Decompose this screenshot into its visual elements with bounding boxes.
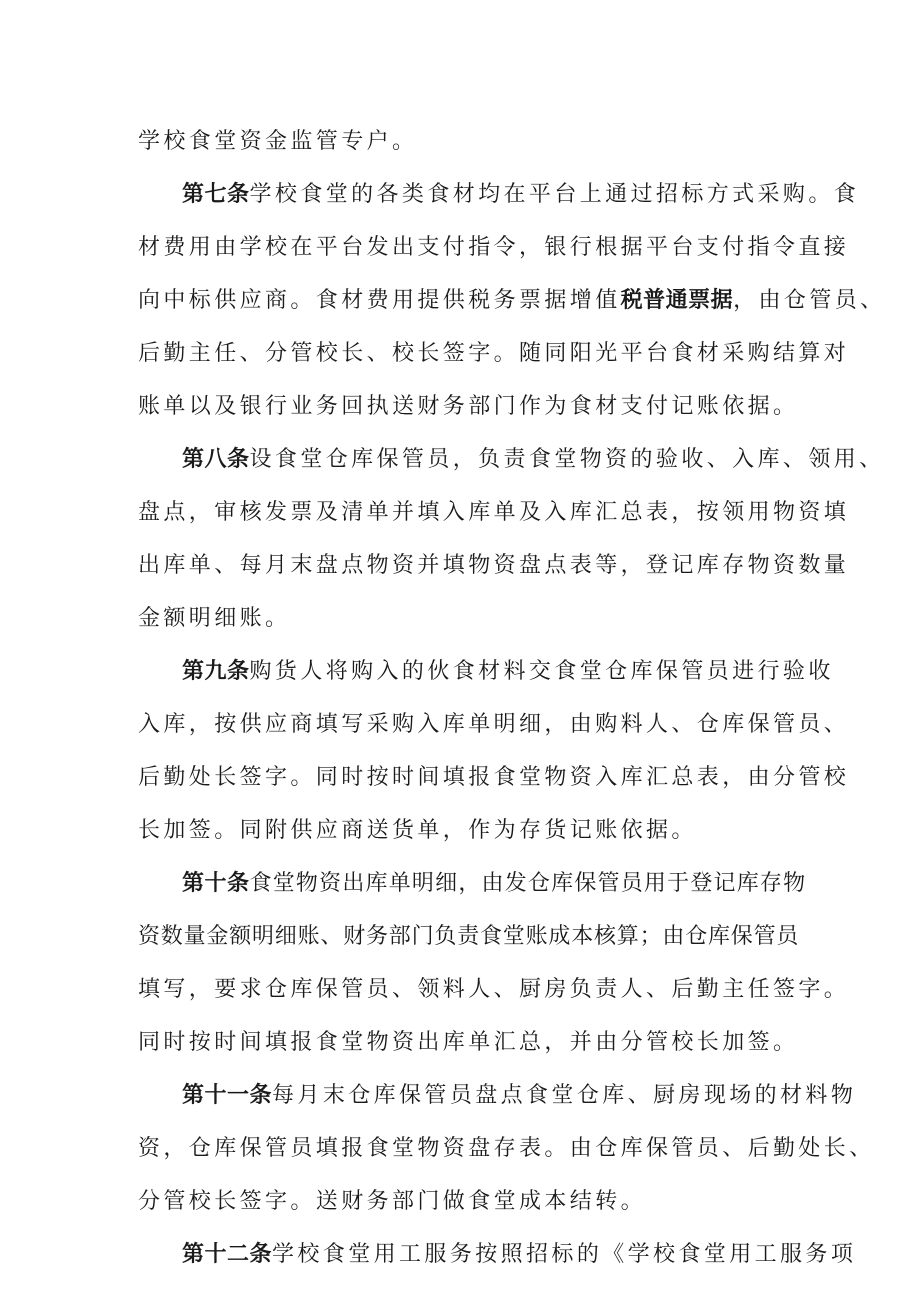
line-text: 同时按时间填报食堂物资出库单汇总，并由分管校长加签。 [138,1030,799,1055]
article-11-heading-line [182,1082,856,1110]
line-text: 向中标供应商。食材费用提供税务票据增值 [138,288,621,313]
article-heading: 第十条 [182,871,250,896]
paragraph-line [138,976,849,1004]
line-text: 购货人将购入的伙食材料交食堂仓库保管员进行验收 [249,659,834,684]
paragraph-line [138,552,849,580]
paragraph-line [138,1188,646,1216]
paragraph-line [138,817,697,845]
article-7-heading-line [182,181,859,209]
line-text: 账单以及银行业务回执送财务部门作为食材支付记账依据。 [138,394,799,419]
line-text: 长加签。同附供应商送货单，作为存货记账依据。 [138,818,697,843]
line-text: 后勤主任、分管校长、校长签字。随同阳光平台食材采购结算对 [138,341,850,366]
line-text: 盘点，审核发票及清单并填入库单及入库汇总表，按领用物资填 [138,500,850,525]
line-text: 资，仓库保管员填报食堂物资盘存表。由仓库保管员、后勤处长、 [138,1136,875,1161]
paragraph-line [138,234,849,262]
article-8-heading-line [182,446,885,474]
line-text: 入库，按供应商填写采购入库单明细，由购料人、仓库保管员、 [138,712,850,737]
line-text: 金额明细账。 [138,606,291,631]
paragraph-line [138,499,849,527]
paragraph-line [138,340,849,368]
bold-inline-text: 税普通票据 [620,288,734,313]
line-text: ，由仓管员、 [733,288,886,313]
line-text: 出库单、每月末盘点物资并填物资盘点表等，登记库存物资数量 [138,553,850,578]
article-heading: 第十二条 [182,1242,273,1267]
paragraph-line [138,287,886,315]
paragraph-line [138,393,798,421]
line-text: 后勤处长签字。同时按时间填报食堂物资入库汇总表，由分管校 [138,765,850,790]
line-text: 学校食堂资金监管专户。 [138,129,418,154]
paragraph-line [138,923,799,951]
article-12-heading-line [182,1241,856,1269]
article-heading: 第十一条 [182,1083,273,1108]
paragraph-line [138,764,849,792]
line-text: 食堂物资出库单明细，由发仓库保管员用于登记库存物 [249,871,807,896]
paragraph-line [138,128,417,156]
line-text: 设食堂仓库保管员，负责食堂物资的验收、入库、领用、 [249,447,885,472]
line-text: 学校食堂的各类食材均在平台上通过招标方式采购。食 [249,182,860,207]
paragraph-line [138,711,849,739]
article-9-heading-line [182,658,834,686]
line-text: 材费用由学校在平台发出支付指令，银行根据平台支付指令直接 [138,235,850,260]
article-10-heading-line [182,870,806,898]
article-heading: 第七条 [182,182,250,207]
line-text: 每月末仓库保管员盘点食堂仓库、厨房现场的材料物 [272,1083,857,1108]
paragraph-line [138,605,290,633]
paragraph-line [138,1029,798,1057]
article-heading: 第九条 [182,659,250,684]
line-text: 学校食堂用工服务按照招标的《学校食堂用工服务项 [272,1242,857,1267]
line-text: 填写，要求仓库保管员、领料人、厨房负责人、后勤主任签字。 [138,977,850,1002]
article-heading: 第八条 [182,447,250,472]
line-text: 分管校长签字。送财务部门做食堂成本结转。 [138,1189,647,1214]
line-text: 资数量金额明细账、财务部门负责食堂账成本核算；由仓库保管员 [138,924,800,949]
paragraph-line [138,1135,875,1163]
